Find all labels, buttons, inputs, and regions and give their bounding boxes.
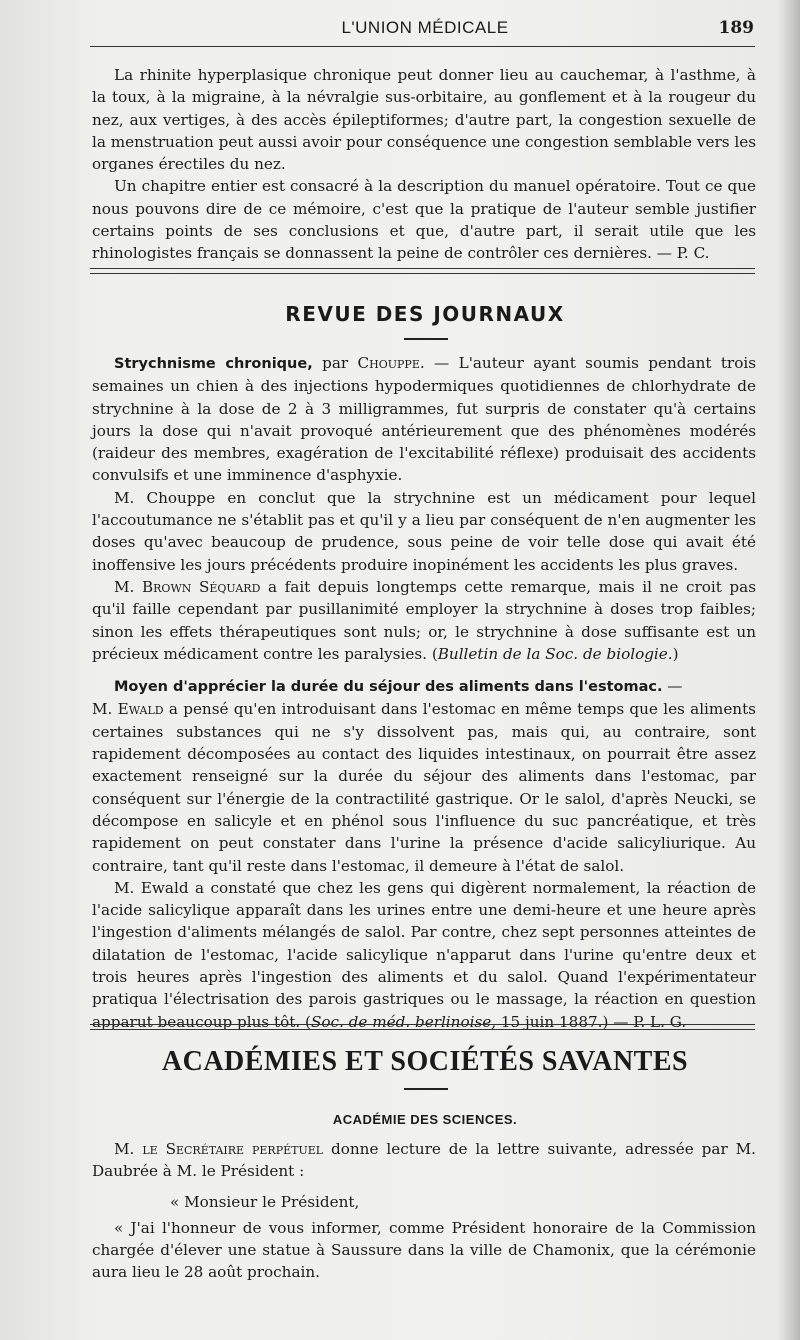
article-paragraph: M. Ewald a constaté que chez les gens qui digèrent normalement, la réaction de l'acide salicylique apparaît dans les urines entre une demi-heure et une heure après l'ingestion d'aliments mélangés de salol. Par contre, chez sept personnes atteintes de dilatation de l'estomac, l'acide salicylique n'apparut dans l'urine qu'entre deux et trois heures après l'ingestion des aliments et du salol. Quand l'expérimentateur pratiqua l'électrisation des parois gastriques ou le massage, la réaction en question apparut beaucoup plus tôt. (Soc. de méd. berlinoise, 15 juin 1887.) — P. L. G.: [92, 878, 756, 1031]
article-paragraph: M. Ewald a pensé qu'en introduisant dans l'estomac en même temps que les aliments certaines substances qui ne s'y dissolvent pas, mais qui, au contraire, sont rapidement décomposées au contact des liquides intestinaux, on pourrait être assez exactement renseigné sur la durée du séjour des aliments dans l'estomac, par conséquent sur l'énergie de la contractilité gastrique. Or le salol, d'après Neucki, se décompose en salicyle et en phénol sous l'influence du suc pancréatique, et très rapidement on peut constater dans l'urine la présence d'acide salicyliurique. Au contraire, tant qu'il reste dans l'estomac, il demeure à l'état de salol.: [92, 700, 756, 875]
article-title: Strychnisme chronique,: [114, 356, 313, 372]
letter-paragraph: « J'ai l'honneur de vous informer, comme Président honoraire de la Commission chargée d'élever une statue à Saussure dans la ville de Chamonix, que la cérémonie aura lieu le 28 août prochain.: [92, 1218, 756, 1282]
revue-block: [92, 352, 756, 1033]
article-paragraph: M. Brown Séquard a fait depuis longtemps cette remarque, mais il ne croit pas qu'il faille cependant par pusillanimité employer la strychnine à doses trop faibles; sinon les effets thérapeutiques sont nuls; or, le strychnine à dose suffisante est un précieux médicament contre les paralysies. (Bulletin de la Soc. de biologie.): [92, 577, 756, 663]
academies-block: [92, 1138, 756, 1284]
source-citation: Soc. de méd. berlinoise,: [310, 1012, 497, 1031]
heading-underline: [404, 1088, 448, 1090]
author-name: Brown Séquard: [141, 577, 261, 596]
article-title: Moyen d'apprécier la durée du séjour des aliments dans l'estomac.: [114, 679, 663, 696]
source-citation: Bulletin de la Soc. de biologie.: [437, 644, 673, 663]
section-rule: [90, 273, 755, 274]
author-name: Ewald: [117, 700, 164, 719]
section-heading-academies: ACADÉMIES ET SOCIÉTÉS SAVANTES: [161, 1046, 689, 1077]
running-header: [90, 18, 760, 42]
header-rule: [90, 46, 755, 47]
page-edge-shadow: [778, 0, 800, 1340]
academy-paragraph: M. le Secrétaire perpétuel donne lecture de la lettre suivante, adressée par M. Daubrée à M. le Président :: [92, 1140, 757, 1181]
article-paragraph: Strychnisme chronique, par Chouppe. — L'auteur ayant soumis pendant trois semaines un chien à des injections hypodermiques quotidiennes de chlorhydrate de strychnine à la dose de 2 à 3 milligrammes, fut surpris de constater qu'à certains jours la dose qui n'avait provoqué antérieurement que des phénomènes modérés (raideur des membres, exagération de l'excitabilité réflexe) produisait des accidents convulsifs et une imminence d'asphyxie.: [92, 354, 756, 485]
article-paragraph: M. Chouppe en conclut que la strychnine est un médicament pour lequel l'accoutumance ne s'établit pas et qu'il y a lieu par conséquent de n'en augmenter les doses qu'avec beaucoup de prudence, sous peine de voir telle dose qui avait été inoffensive les jours précédents produire inopinément les accidents les plus graves.: [92, 488, 756, 574]
intro-paragraph: La rhinite hyperplasique chronique peut donner lieu au cauchemar, à l'asthme, à la toux, à la migraine, à la névralgie sus-orbitaire, au gonflement et à la rougeur du nez, aux vertiges, à des accès épileptiformes; d'autre part, la congestion sexuelle de la menstruation peut aussi avoir pour conséquence une congestion semblable vers les organes érectiles du nez.: [92, 66, 756, 174]
section-heading-revue: REVUE DES JOURNAUX: [285, 302, 565, 326]
intro-block: [92, 64, 756, 265]
intro-paragraph: Un chapitre entier est consacré à la description du manuel opératoire. Tout ce que nous pouvons dire de ce mémoire, c'est que la pratique de l'auteur semble justifier certains points de ses conclusions et que, d'autre part, il serait utile que les rhinologistes français se donnassent la peine de contrôler ces dernières. — P. C.: [92, 177, 756, 263]
officer-title: le Secrétaire perpétuel: [142, 1140, 324, 1158]
article-paragraph: Moyen d'apprécier la durée du séjour des aliments dans l'estomac. —: [114, 677, 683, 696]
section-rule: [90, 1029, 755, 1030]
letter-salutation: « Monsieur le Président,: [170, 1192, 360, 1211]
page-number: 189: [718, 18, 754, 38]
section-rule: [90, 268, 755, 269]
section-rule: [90, 1024, 755, 1025]
heading-underline: [404, 338, 448, 340]
author-name: Chouppe.: [357, 354, 425, 372]
journal-title: L'UNION MÉDICALE: [341, 18, 509, 37]
subsection-heading: ACADÉMIE DES SCIENCES.: [332, 1112, 518, 1127]
